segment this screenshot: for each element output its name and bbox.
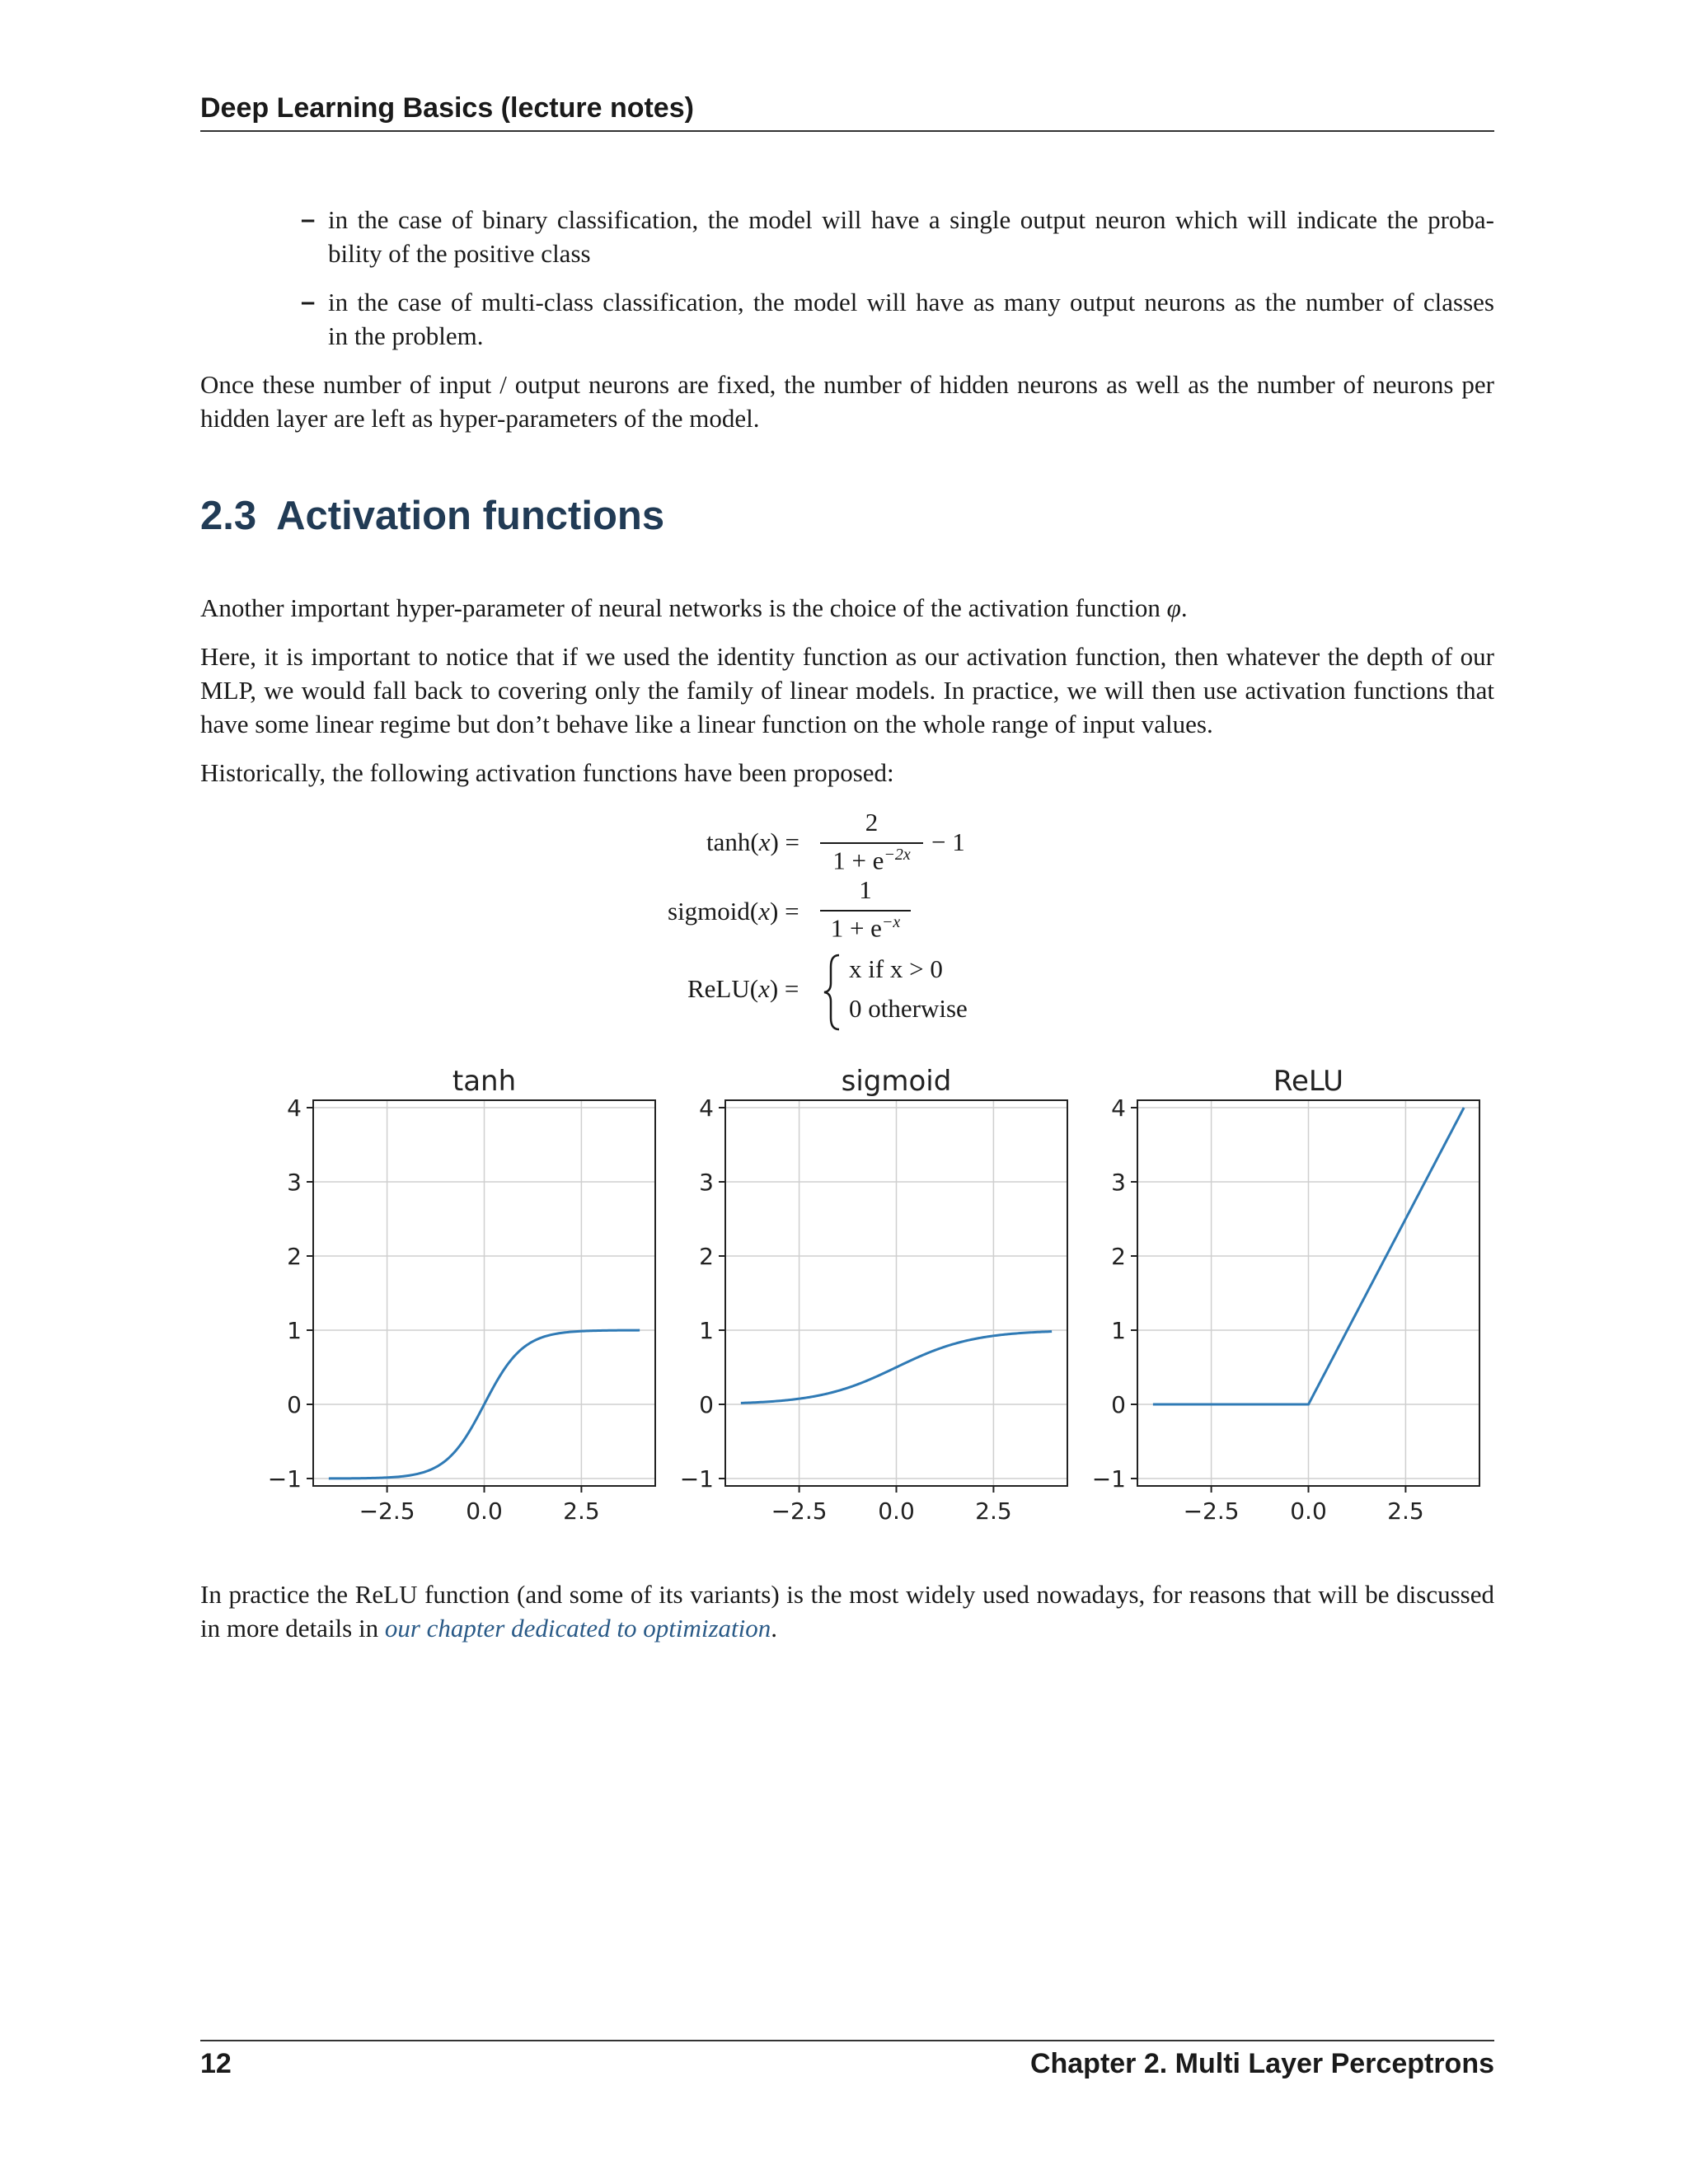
bullet-marker: – <box>301 287 316 316</box>
paragraph-text: In practice the ReLU function (and some of its variants) is the most widely used nowadays, for reasons that will be discussed in more details in <box>200 1580 1494 1643</box>
y-tick-label: 4 <box>1111 1094 1126 1122</box>
x-tick-label: 2.5 <box>975 1497 1012 1525</box>
equation-tanh-lhs: tanh(x) = <box>706 827 800 856</box>
activation-charts <box>247 1063 1500 1541</box>
x-tick-label: 0.0 <box>466 1497 503 1525</box>
section-number: 2.3 <box>200 494 257 538</box>
sigmoid-numerator: 1 <box>859 875 872 904</box>
optimization-chapter-link[interactable]: our chapter dedicated to optimization <box>384 1614 771 1643</box>
paragraph-text: Another important hyper-parameter of neural networks is the choice of the activation function <box>200 593 1167 622</box>
header-rule <box>200 130 1494 132</box>
section-heading <box>200 493 664 539</box>
y-tick-label: 3 <box>1111 1169 1126 1196</box>
paragraph-historically: Historically, the following activation functions have been proposed: <box>200 758 894 787</box>
equation-relu-lhs: ReLU(x) = <box>687 974 799 1003</box>
y-tick-label: 2 <box>1111 1243 1126 1270</box>
sigmoid-fraction-bar <box>820 910 911 912</box>
chart-title: ReLU <box>1273 1065 1344 1098</box>
relu-brace <box>821 952 842 1033</box>
chart-sigmoid <box>680 1065 1067 1525</box>
paragraph-relu-practice <box>200 1577 1494 1645</box>
paragraph-hyperparameter <box>200 591 1494 625</box>
y-tick-label: 4 <box>287 1094 302 1122</box>
y-tick-label: 3 <box>287 1169 302 1196</box>
x-tick-label: −2.5 <box>359 1497 415 1525</box>
chart-title: sigmoid <box>841 1065 952 1098</box>
y-tick-label: 4 <box>699 1094 714 1122</box>
sigmoid-denominator: $1 + e^{-x}$ <box>830 913 901 943</box>
y-tick-label: 0 <box>699 1391 714 1418</box>
relu-case-otherwise: 0 otherwise <box>849 994 968 1023</box>
x-tick-label: 0.0 <box>878 1497 915 1525</box>
bullet-line: in the problem. <box>328 321 484 350</box>
x-tick-label: 2.5 <box>1387 1497 1424 1525</box>
bullet-line: in the case of binary classification, the model will have a single output neuron which will indicate the proba- <box>328 205 1494 234</box>
tanh-denominator: $1 + e^{-2x}$ <box>832 846 911 875</box>
x-tick-label: −2.5 <box>771 1497 828 1525</box>
running-header: Deep Learning Basics (lecture notes) <box>200 92 694 124</box>
chart-relu <box>1092 1065 1479 1525</box>
bullet-line: bility of the positive class <box>328 239 591 268</box>
y-tick-label: 2 <box>699 1243 714 1270</box>
y-tick-label: −1 <box>1091 1465 1126 1493</box>
y-tick-label: −1 <box>679 1465 714 1493</box>
bullet-marker: – <box>301 204 316 233</box>
x-tick-label: 2.5 <box>563 1497 600 1525</box>
y-tick-label: 1 <box>699 1317 714 1344</box>
y-tick-label: 2 <box>287 1243 302 1270</box>
bullet-item-multiclass <box>328 285 1494 353</box>
tanh-fraction-bar <box>820 842 923 844</box>
equation-sigmoid-lhs: sigmoid(x) = <box>668 897 799 926</box>
bullet-line: in the case of multi-class classification, the model will have as many output neurons as the number of classes <box>328 288 1494 316</box>
chart-tanh <box>268 1065 655 1525</box>
y-tick-label: 3 <box>699 1169 714 1196</box>
paragraph-end: . <box>1180 593 1188 622</box>
y-tick-label: 1 <box>287 1317 302 1344</box>
phi-symbol: φ <box>1166 593 1181 622</box>
x-tick-label: 0.0 <box>1290 1497 1327 1525</box>
footer-rule <box>200 2040 1494 2041</box>
section-title: Activation functions <box>276 494 665 538</box>
y-tick-label: 0 <box>287 1391 302 1418</box>
paragraph-end: . <box>771 1614 777 1643</box>
paragraph-identity: Here, it is important to notice that if we used the identity function as our activation function, then whatever the depth of our MLP, we would fall back to covering only the family of linear models. In practice, we will then use activation functions that have some linear regime but don’t behave like a linear function on the whole range of input values. <box>200 642 1494 738</box>
tanh-tail: − 1 <box>931 827 965 856</box>
bullet-item-binary <box>328 203 1494 270</box>
chapter-title: Chapter 2. Multi Layer Perceptrons <box>1029 2048 1494 2079</box>
chart-title: tanh <box>452 1065 517 1098</box>
y-tick-label: 1 <box>1111 1317 1126 1344</box>
tanh-numerator: 2 <box>865 808 879 837</box>
y-tick-label: 0 <box>1111 1391 1126 1418</box>
page-number: 12 <box>200 2048 232 2079</box>
y-tick-label: −1 <box>267 1465 302 1493</box>
x-tick-label: −2.5 <box>1183 1497 1240 1525</box>
paragraph-neurons: Once these number of input / output neurons are fixed, the number of hidden neurons as well as the number of neurons per hidden layer are left as hyper-parameters of the model. <box>200 370 1494 433</box>
relu-case-positive: x if x > 0 <box>849 954 943 983</box>
